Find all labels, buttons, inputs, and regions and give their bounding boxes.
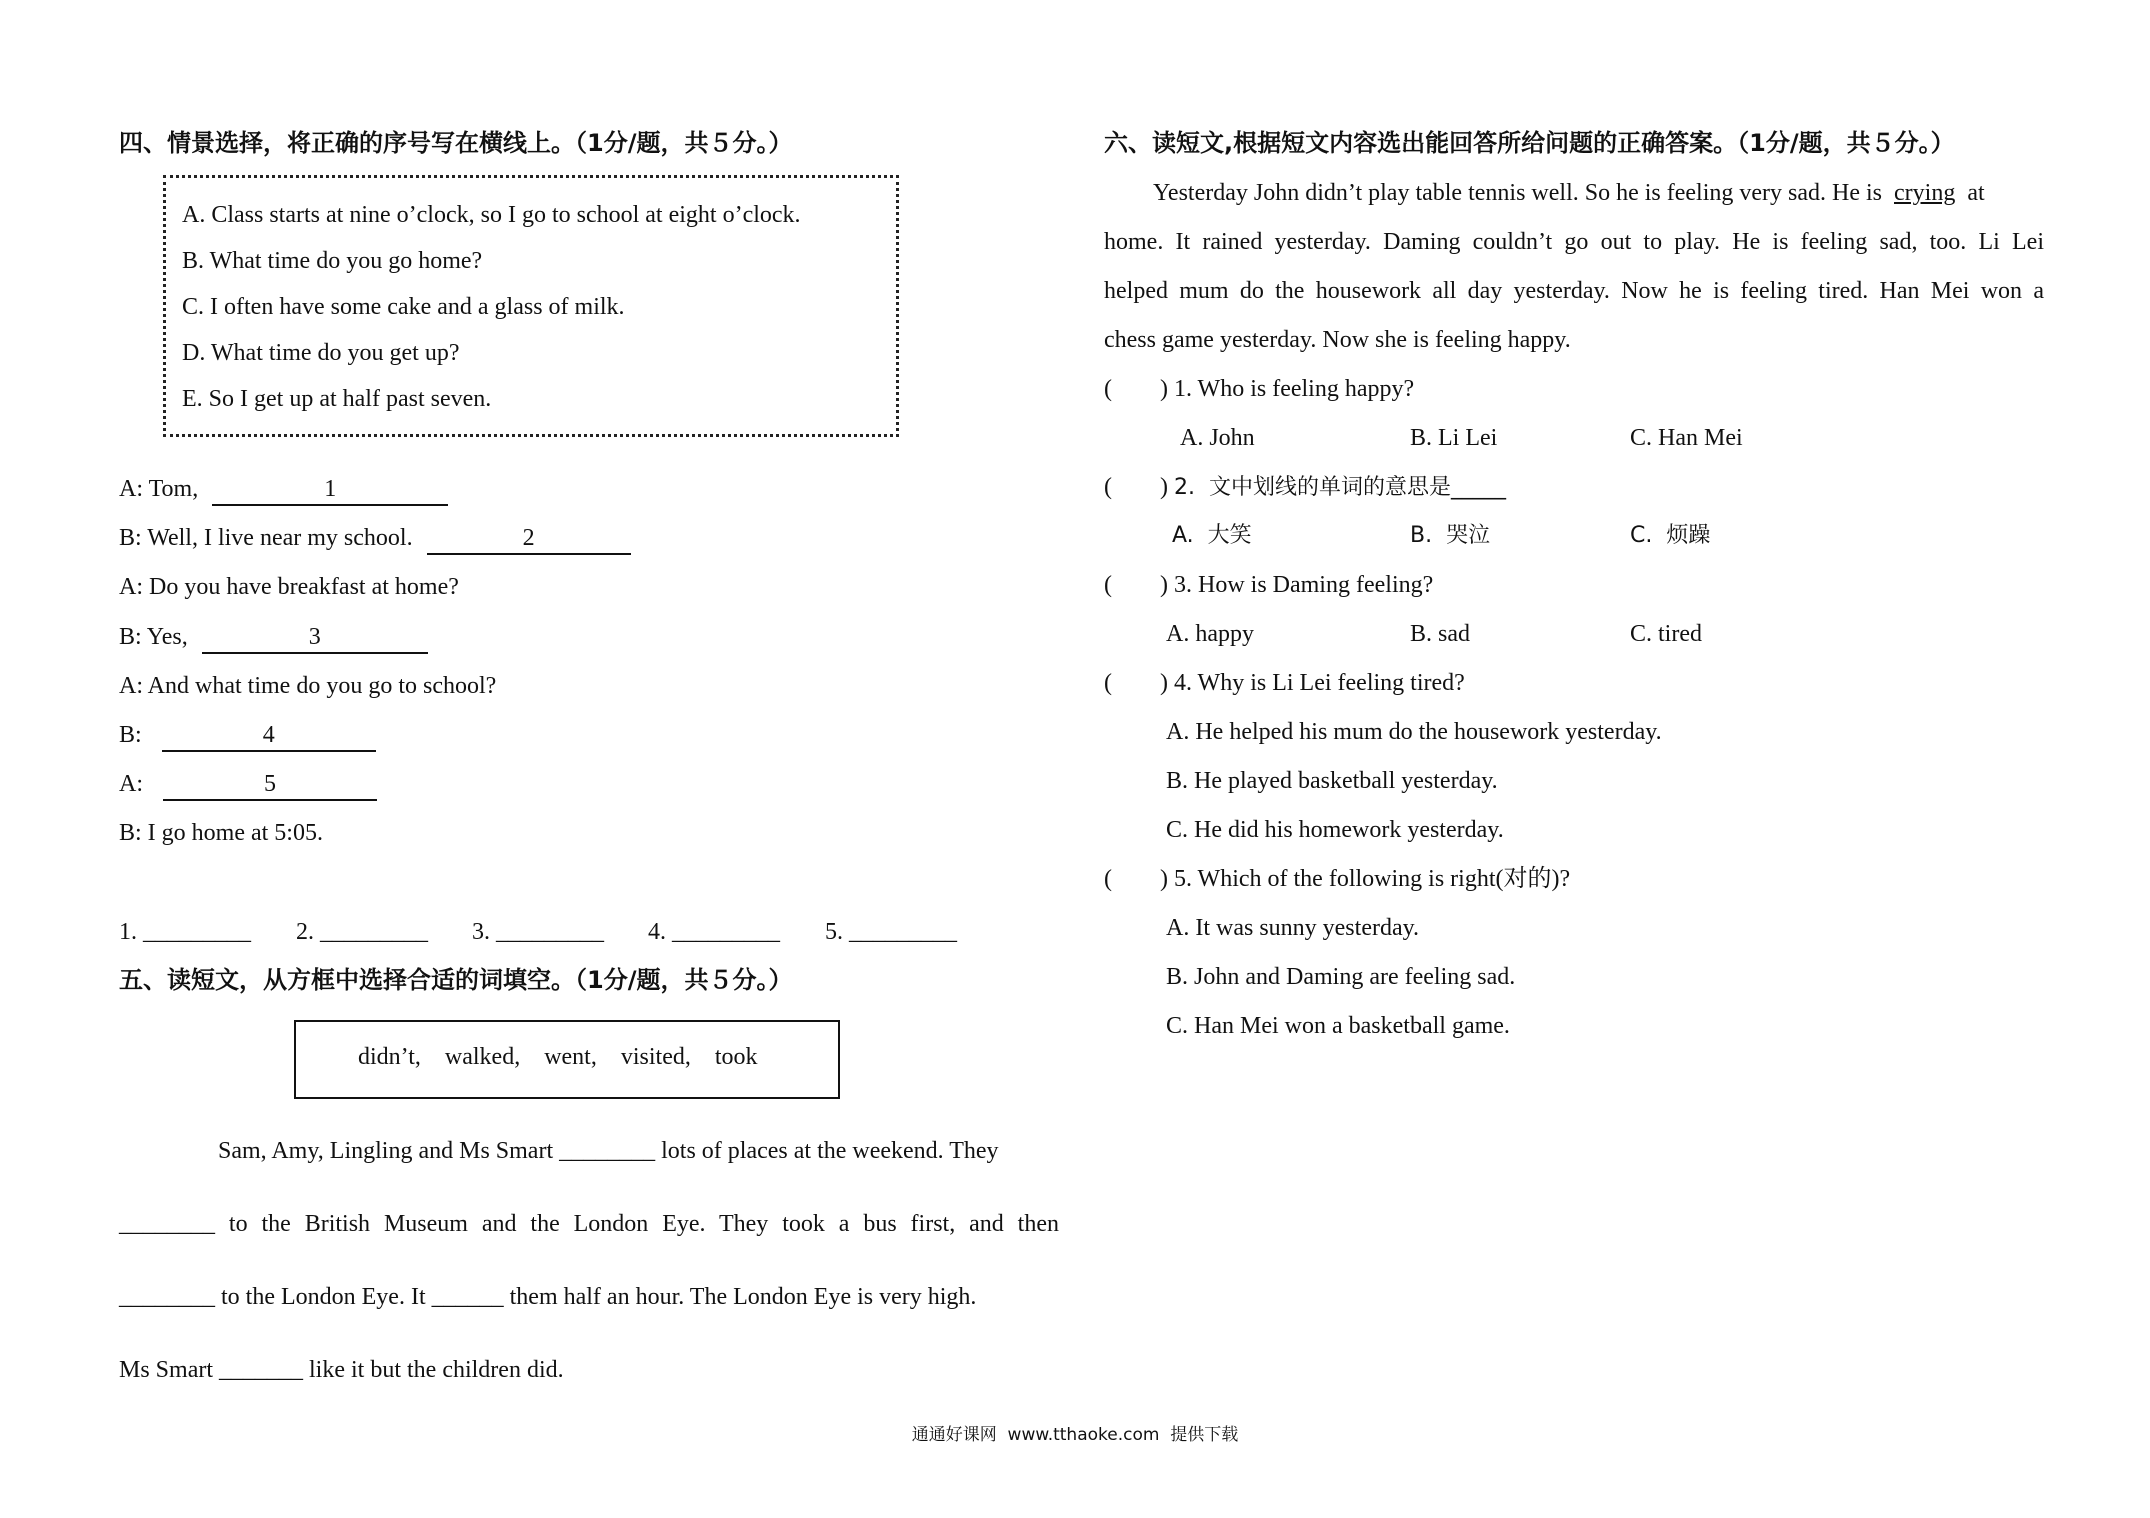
question-text: 5. Which of the following is right(对的)? (1173, 866, 1571, 892)
dialogue-line-8 (119, 818, 323, 848)
answer-paren[interactable]: ( ) (1104, 866, 1168, 892)
dialogue-line-3 (119, 572, 459, 602)
q3-choice-c[interactable]: C. tired (1630, 621, 1702, 647)
dialogue-line-1 (119, 474, 448, 506)
reading-line-4: chess game yesterday. Now she is feeling happy. (1104, 327, 1571, 353)
answer-paren[interactable]: ( ) (1104, 572, 1168, 598)
answer-4[interactable]: 4. _________ (648, 919, 780, 945)
answer-blank-2[interactable]: 2 (427, 525, 631, 555)
section4-heading: 四、情景选择，将正确的序号写在横线上。（1分/题，共５分。） (119, 129, 793, 157)
option-c: C. I often have some cake and a glass of milk. (182, 294, 625, 320)
question-3 (1104, 570, 1433, 600)
page-footer: 通通好课网 www.tthaoke.com 提供下载 (911, 1425, 1239, 1445)
answer-3[interactable]: 3. _________ (472, 919, 604, 945)
word-box (294, 1020, 840, 1099)
section6-heading: 六、读短文,根据短文内容选出能回答所给问题的正确答案。（1分/题，共５分。） (1104, 129, 1955, 157)
q5-choice-c[interactable]: C. Han Mei won a basketball game. (1166, 1013, 1510, 1039)
question-text: 3. How is Daming feeling? (1173, 572, 1434, 598)
answer-blank-4[interactable]: 4 (162, 722, 376, 752)
answer-1[interactable]: 1. _________ (119, 919, 251, 945)
q2-choice-c[interactable]: C. 烦躁 (1630, 523, 1711, 548)
option-a: A. Class starts at nine o’clock, so I go to school at eight o’clock. (182, 202, 801, 228)
dialogue-text: A: And what time do you go to school? (119, 673, 497, 699)
reading-line-1 (1153, 178, 1985, 208)
q5-choice-a[interactable]: A. It was sunny yesterday. (1166, 915, 1420, 941)
question-text: 4. Why is Li Lei feeling tired? (1173, 670, 1465, 696)
question-1 (1104, 374, 1414, 404)
options-box (163, 175, 899, 437)
underlined-word: crying (1894, 180, 1956, 206)
dialogue-line-6 (119, 720, 376, 752)
dialogue-text: B: Well, I live near my school. (119, 525, 413, 551)
question-4 (1104, 668, 1465, 698)
answer-5[interactable]: 5. _________ (825, 919, 957, 945)
question-text: 2. 文中划线的单词的意思是_____ (1173, 475, 1506, 500)
answer-blank-3[interactable]: 3 (202, 624, 428, 654)
question-5 (1104, 864, 1570, 894)
dialogue-line-7 (119, 769, 377, 801)
answer-blank-5[interactable]: 5 (163, 771, 377, 801)
dialogue-text: B: (119, 722, 142, 748)
dialogue-line-4 (119, 622, 428, 654)
question-2 (1104, 472, 1506, 503)
answer-blank-1[interactable]: 1 (212, 476, 448, 506)
passage-line-2: ________ to the British Museum and the London Eye. They took a bus first, and then (119, 1211, 1059, 1237)
dialogue-text: A: Tom, (119, 476, 199, 502)
answer-paren[interactable]: ( ) (1104, 376, 1168, 402)
answer-2[interactable]: 2. _________ (296, 919, 428, 945)
q1-choice-c[interactable]: C. Han Mei (1630, 425, 1743, 451)
answer-paren[interactable]: ( ) (1104, 474, 1168, 500)
question-text: 1. Who is feeling happy? (1173, 376, 1415, 402)
passage-line-4: Ms Smart _______ like it but the children did. (119, 1357, 564, 1383)
q5-choice-b[interactable]: B. John and Daming are feeling sad. (1166, 964, 1516, 990)
q2-choice-a[interactable]: A. 大笑 (1172, 523, 1252, 548)
passage-line-3: ________ to the London Eye. It ______ them half an hour. The London Eye is very high. (119, 1284, 977, 1310)
q4-choice-b[interactable]: B. He played basketball yesterday. (1166, 768, 1498, 794)
dialogue-text: B: I go home at 5:05. (119, 820, 323, 846)
q4-choice-a[interactable]: A. He helped his mum do the housework yesterday. (1166, 719, 1662, 745)
q2-choice-b[interactable]: B. 哭泣 (1410, 523, 1491, 548)
q1-choice-b[interactable]: B. Li Lei (1410, 425, 1498, 451)
dialogue-line-2 (119, 523, 631, 555)
reading-line-2: home. It rained yesterday. Daming couldn’t go out to play. He is feeling sad, too. Li Lei (1104, 229, 2044, 255)
q4-choice-c[interactable]: C. He did his homework yesterday. (1166, 817, 1504, 843)
q3-choice-a[interactable]: A. happy (1166, 621, 1254, 647)
q1-choice-a[interactable]: A. John (1180, 425, 1255, 451)
passage-line-1: Sam, Amy, Lingling and Ms Smart ________ lots of places at the weekend. They (218, 1138, 999, 1164)
section5-heading: 五、读短文，从方框中选择合适的词填空。（1分/题，共５分。） (119, 966, 793, 994)
reading-text: at (1967, 180, 1985, 206)
dialogue-line-5 (119, 671, 496, 701)
reading-line-3: helped mum do the housework all day yesterday. Now he is feeling tired. Han Mei won a (1104, 278, 2044, 304)
q3-choice-b[interactable]: B. sad (1410, 621, 1470, 647)
option-b: B. What time do you go home? (182, 248, 483, 274)
reading-text: Yesterday John didn’t play table tennis well. So he is feeling very sad. He is (1153, 180, 1882, 206)
dialogue-text: A: (119, 771, 143, 797)
option-e: E. So I get up at half past seven. (182, 386, 492, 412)
answer-paren[interactable]: ( ) (1104, 670, 1168, 696)
word-box-words: didn’t, walked, went, visited, took (358, 1044, 758, 1070)
dialogue-text: B: Yes, (119, 624, 188, 650)
option-d: D. What time do you get up? (182, 340, 460, 366)
dialogue-text: A: Do you have breakfast at home? (119, 574, 459, 600)
